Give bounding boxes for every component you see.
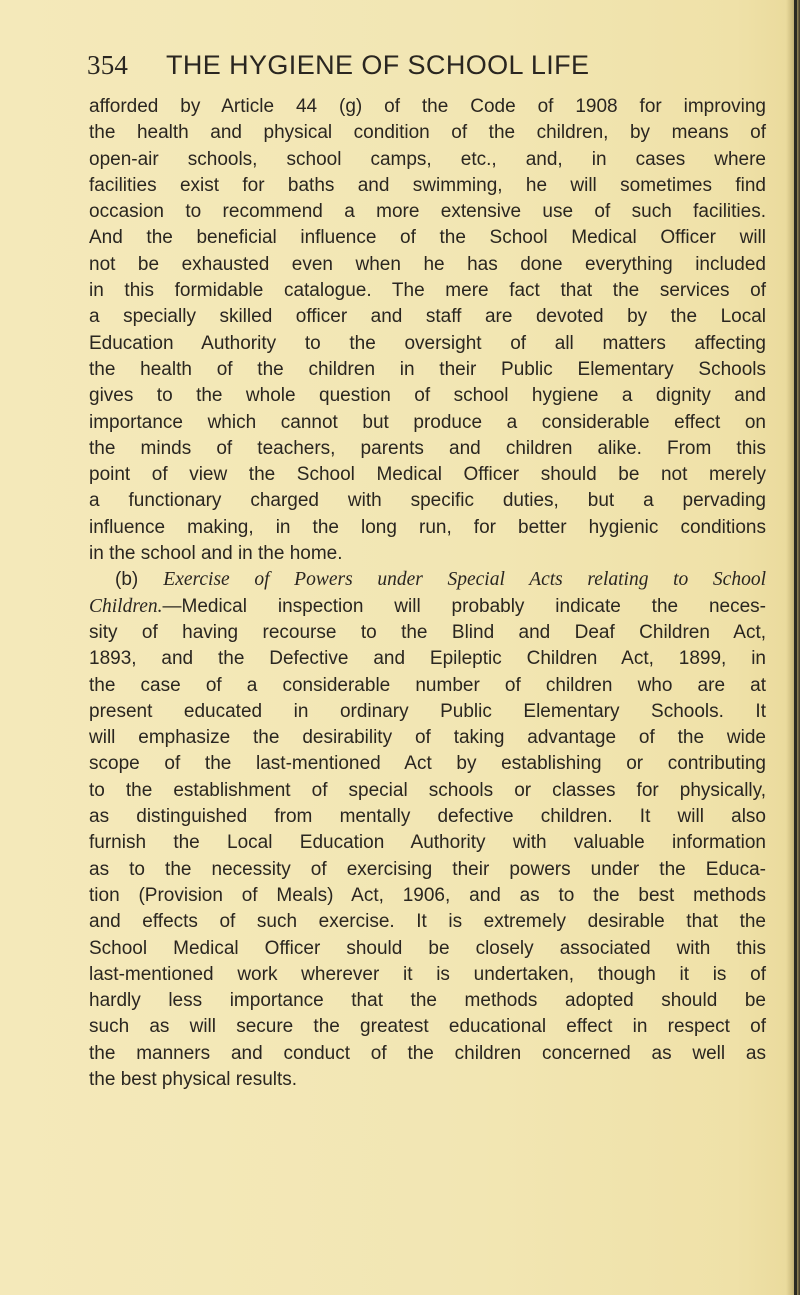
page-edge-shadow [786, 0, 800, 1295]
text-line: Education Authority to the oversight of all matters affecting [89, 332, 766, 354]
text-line: the best physical results. [89, 1068, 298, 1090]
section-heading-cont: Children. [89, 595, 163, 617]
text-line: afforded by Article 44 (g) of the Code of 1908 for improving [89, 96, 766, 117]
text-line: the minds of teachers, parents and children alike. From this [89, 437, 766, 459]
running-head: THE HYGIENE OF SCHOOL LIFE [166, 50, 590, 80]
text-line: the health and physical condition of the children, by means of [89, 122, 766, 144]
text-line: point of view the School Medical Officer should be not merely [89, 464, 766, 486]
paragraph-2 [89, 567, 766, 1093]
text-line: the case of a considerable number of children who are at [89, 674, 766, 696]
text-line: will emphasize the desirability of taking advantage of the wide [89, 727, 766, 749]
page-number: 354 [87, 50, 129, 80]
text-line: to the establishment of special schools or classes for physically, [89, 779, 766, 801]
text-line: gives to the whole question of school hygiene a dignity and [89, 385, 766, 407]
text-line: the manners and conduct of the children concerned as well as [89, 1042, 766, 1064]
text-line: in the school and in the home. [89, 543, 343, 565]
section-heading-line [89, 567, 766, 593]
text-line: and effects of such exercise. It is extremely desirable that the [89, 911, 766, 933]
text-line: occasion to recommend a more extensive use of such facilities. [89, 201, 766, 223]
text-line: tion (Provision of Meals) Act, 1906, and as to the best methods [89, 884, 766, 906]
text-line: as distinguished from mentally defective children. It will also [89, 806, 766, 828]
text-line: such as will secure the greatest educational effect in respect of [89, 1016, 766, 1038]
paragraph-1 [89, 94, 766, 567]
text-line: as to the necessity of exercising their powers under the Educa- [89, 858, 766, 880]
text-line: the health of the children in their Public Elementary Schools [89, 358, 766, 380]
page-header [87, 50, 707, 90]
text-line [89, 594, 766, 620]
text-line: furnish the Local Education Authority with valuable information [89, 832, 766, 854]
page-edge-line [794, 0, 797, 1295]
text-line: importance which cannot but produce a considerable effect on [89, 411, 766, 433]
text-line: School Medical Officer should be closely associated with this [89, 937, 766, 959]
text-line: 1893, and the Defective and Epileptic Children Act, 1899, in [89, 648, 766, 670]
text-line: hardly less importance that the methods adopted should be [89, 990, 766, 1012]
text-line: present educated in ordinary Public Elementary Schools. It [89, 700, 766, 722]
text-line: influence making, in the long run, for better hygienic conditions [89, 516, 766, 538]
section-heading: Exercise of Powers under Special Acts relating to School [163, 569, 767, 591]
text-line: scope of the last-mentioned Act by establishing or contributing [89, 753, 766, 775]
text-line: open-air schools, school camps, etc., and, in cases where [89, 148, 766, 170]
text-line: facilities exist for baths and swimming, he will sometimes find [89, 174, 766, 196]
section-first-line: —Medical inspection will probably indicate the neces- [162, 595, 766, 617]
text-line: sity of having recourse to the Blind and Deaf Children Act, [89, 621, 766, 643]
section-lead: (b) [115, 569, 164, 591]
text-line: a specially skilled officer and staff are devoted by the Local [89, 306, 766, 328]
text-line: And the beneficial influence of the School Medical Officer will [89, 227, 766, 249]
body-text [89, 94, 766, 1093]
text-line: in this formidable catalogue. The mere fact that the services of [89, 280, 766, 302]
text-line: last-mentioned work wherever it is undertaken, though it is of [89, 963, 766, 985]
text-line: a functionary charged with specific duties, but a pervading [89, 490, 766, 512]
text-line: not be exhausted even when he has done everything included [89, 253, 766, 275]
